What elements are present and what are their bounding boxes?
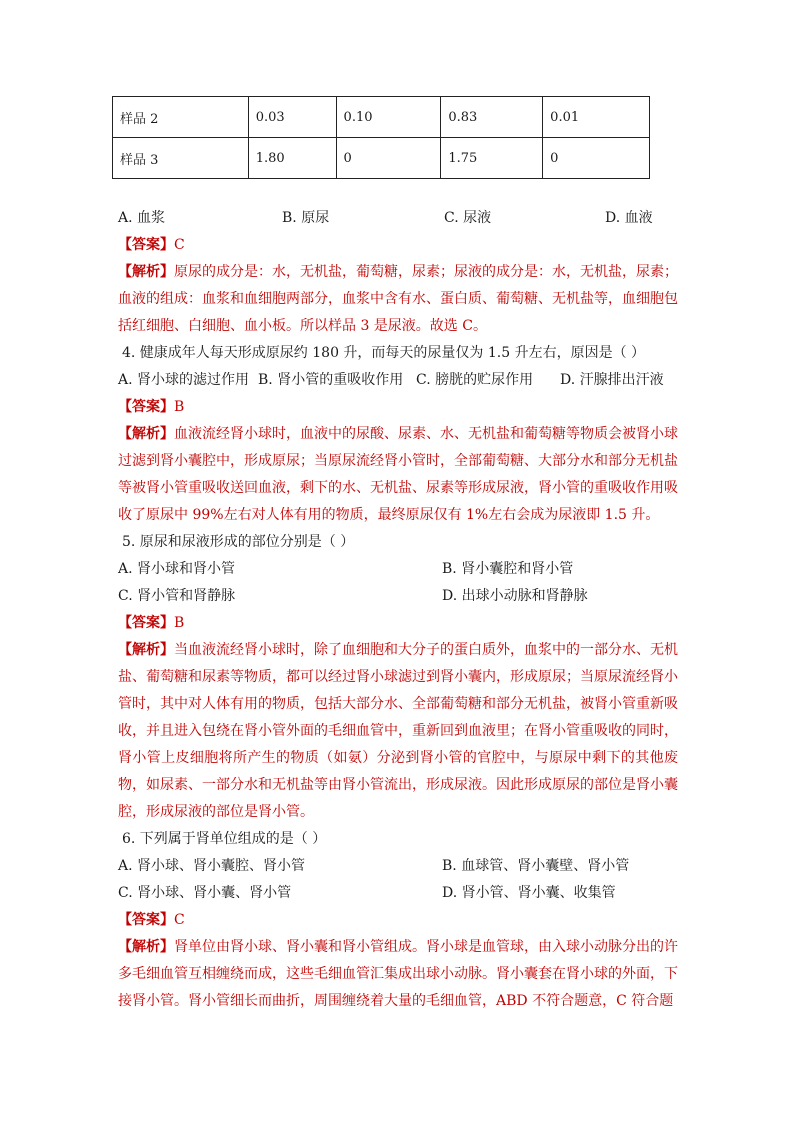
table-cell: 样品 2 <box>113 97 249 138</box>
q5-option-c: C. 肾小管和肾静脉 <box>118 588 236 604</box>
q3-option-c: C. 尿液 <box>444 210 492 226</box>
table-cell: 1.80 <box>248 138 336 179</box>
question-content <box>118 205 678 1015</box>
table-cell: 1.75 <box>441 138 543 179</box>
q3-option-b: B. 原尿 <box>282 210 330 226</box>
q4-options <box>118 367 678 394</box>
q6-stem: 6. 下列属于肾单位组成的是（ ） <box>122 831 327 847</box>
table-cell: 样品 3 <box>113 138 249 179</box>
q5-stem: 5. 原尿和尿液形成的部位分别是（ ） <box>122 534 355 550</box>
q3-option-a: A. 血浆 <box>118 210 166 226</box>
q6-analysis <box>118 934 678 1015</box>
answer-value: C <box>174 912 185 928</box>
analysis-text: 肾单位由肾小球、肾小囊和肾小管组成。肾小球是血管球，由入球小动脉分出的许多毛细血管互相缠绕而成，这些毛细血管汇集成出球小动脉。肾小囊套在肾小球的外面，下接肾小管。肾小管细长而曲折，周围缠绕着大量的毛细血管，ABD 不符合题意，C 符合题 <box>118 939 678 1009</box>
q5-options-row2 <box>118 583 678 610</box>
table-row <box>113 138 650 179</box>
answer-label: 【答案】 <box>118 615 174 631</box>
q6-option-b: B. 血球管、肾小囊壁、肾小管 <box>442 858 630 874</box>
q4-answer <box>118 394 678 421</box>
table-cell: 0.10 <box>336 97 441 138</box>
q6-option-d: D. 肾小管、肾小囊、收集管 <box>442 885 616 901</box>
q5-option-d: D. 出球小动脉和肾静脉 <box>442 588 588 604</box>
table-cell: 0 <box>543 138 650 179</box>
table-cell: 0.01 <box>543 97 650 138</box>
q5-analysis <box>118 637 678 826</box>
q4-option-a: A. 肾小球的滤过作用 <box>118 372 250 388</box>
analysis-label: 【解析】 <box>118 264 174 280</box>
q4-option-c: C. 膀胱的贮尿作用 <box>416 372 534 388</box>
q5-option-b: B. 肾小囊腔和肾小管 <box>442 561 574 577</box>
answer-label: 【答案】 <box>118 237 174 253</box>
analysis-label: 【解析】 <box>118 426 174 442</box>
table-cell: 0 <box>336 138 441 179</box>
analysis-label: 【解析】 <box>118 939 174 955</box>
q4-stem: 4. 健康成年人每天形成原尿约 180 升，而每天的尿量仅为 1.5 升左右，原因是（ ） <box>122 345 646 361</box>
q6-answer <box>118 907 678 934</box>
table-row <box>113 97 650 138</box>
q4-option-d: D. 汗腺排出汗液 <box>560 372 664 388</box>
answer-value: B <box>174 399 185 415</box>
q3-option-d: D. 血液 <box>605 210 653 226</box>
analysis-text: 原尿的成分是：水，无机盐，葡萄糖，尿素；尿液的成分是：水，无机盐，尿素；血液的组成：血浆和血细胞两部分，血浆中含有水、蛋白质、葡萄糖、无机盐等，血细胞包括红细胞、白细胞、血小板。所以样品 3 是尿液。故选 C。 <box>118 264 678 334</box>
q4-option-b: B. 肾小管的重吸收作用 <box>258 372 404 388</box>
q5-option-a: A. 肾小球和肾小管 <box>118 561 236 577</box>
sample-table <box>112 96 650 179</box>
table-cell: 0.83 <box>441 97 543 138</box>
q3-analysis <box>118 259 678 340</box>
q3-answer <box>118 232 678 259</box>
q6-options-row2 <box>118 880 678 907</box>
q6-option-a: A. 肾小球、肾小囊腔、肾小管 <box>118 858 306 874</box>
q6-option-c: C. 肾小球、肾小囊、肾小管 <box>118 885 292 901</box>
analysis-text: 血液流经肾小球时，血液中的尿酸、尿素、水、无机盐和葡萄糖等物质会被肾小球过滤到肾小囊腔中，形成原尿；当原尿流经肾小管时，全部葡萄糖、大部分水和部分无机盐等被肾小管重吸收送回血液，剩下的水、无机盐、尿素等形成尿液，肾小管的重吸收作用吸收了原尿中 99%左右对人体有用的物质，最终原尿仅有 1%左右会成为尿液即 1.5 升。 <box>118 426 678 523</box>
answer-label: 【答案】 <box>118 399 174 415</box>
answer-value: C <box>174 237 185 253</box>
q4-analysis <box>118 421 678 529</box>
analysis-label: 【解析】 <box>118 642 174 658</box>
analysis-text: 当血液流经肾小球时，除了血细胞和大分子的蛋白质外，血浆中的一部分水、无机盐、葡萄糖和尿素等物质，都可以经过肾小球滤过到肾小囊内，形成原尿；当原尿流经肾小管时，其中对人体有用的物质，包括大部分水、全部葡萄糖和部分无机盐，被肾小管重新吸收，并且进入包绕在肾小管外面的毛细血管中，重新回到血液里；在肾小管重吸收的同时，肾小管上皮细胞将所产生的物质（如氨）分泌到肾小管的官腔中，与原尿中剩下的其他废物，如尿素、一部分水和无机盐等由肾小管流出，形成尿液。因此形成原尿的部位是肾小囊腔，形成尿液的部位是肾小管。 <box>118 642 678 820</box>
q6-options-row1 <box>118 853 678 880</box>
answer-label: 【答案】 <box>118 912 174 928</box>
q3-options <box>118 205 678 232</box>
q5-options-row1 <box>118 556 678 583</box>
table-cell: 0.03 <box>248 97 336 138</box>
answer-value: B <box>174 615 185 631</box>
q5-answer <box>118 610 678 637</box>
